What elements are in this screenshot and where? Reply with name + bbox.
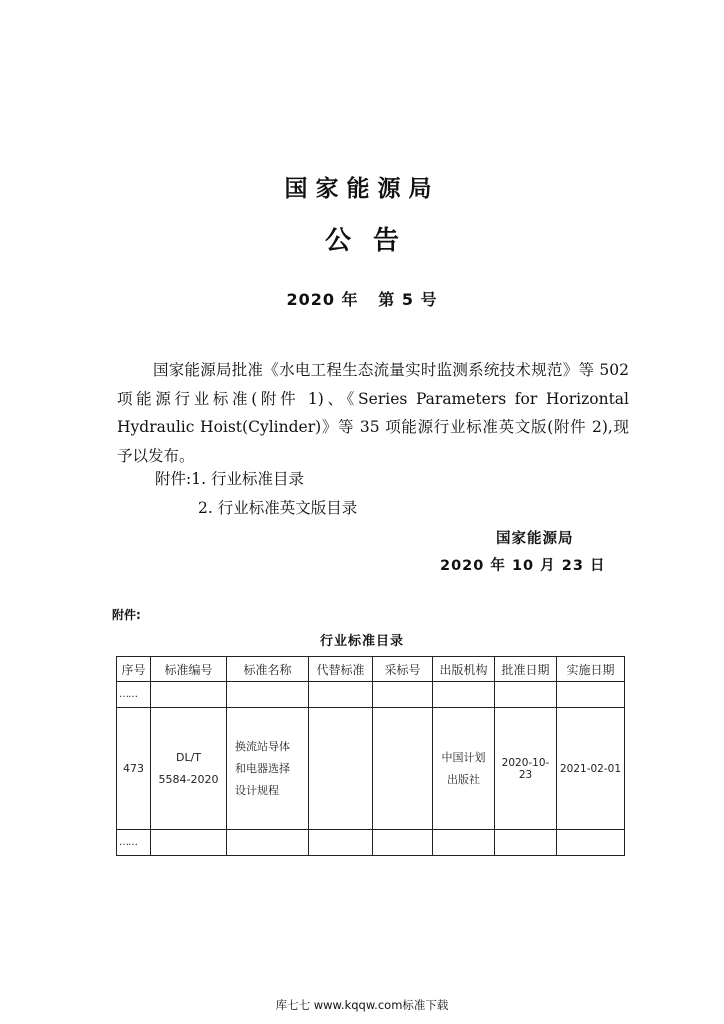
col-header-approved: 批准日期 <box>495 657 557 682</box>
col-header-code: 标准编号 <box>151 657 227 682</box>
name-line: 换流站导体 <box>235 739 290 753</box>
col-header-publisher: 出版机构 <box>433 657 495 682</box>
effective-date-cell: 2021-02-01 <box>557 708 625 830</box>
attachments-label: 附件: <box>155 470 192 488</box>
ellipsis-cell: …… <box>117 682 151 708</box>
col-header-effective: 实施日期 <box>557 657 625 682</box>
agency-title: 国家能源局 <box>284 176 440 202</box>
replaces-cell <box>309 708 373 830</box>
document-number: 2020 年 第 5 号 <box>286 290 438 309</box>
table-row <box>117 830 625 856</box>
table-header-row <box>117 657 625 682</box>
approved-date-cell: 2020-10-23 <box>495 708 557 830</box>
publisher-line: 出版社 <box>447 772 480 786</box>
table-title: 行业标准目录 <box>319 634 404 649</box>
col-header-seq: 序号 <box>117 657 151 682</box>
publisher-line: 中国计划 <box>441 750 486 764</box>
signature-agency: 国家能源局 <box>496 531 574 547</box>
adopted-cell <box>373 708 433 830</box>
col-header-name: 标准名称 <box>227 657 309 682</box>
attachments-list <box>155 465 304 494</box>
standards-table <box>116 656 625 856</box>
signature-date: 2020 年 10 月 23 日 <box>440 558 606 574</box>
attachment-label: 附件: <box>112 608 141 622</box>
code-line: DL/T <box>175 750 202 764</box>
name-cell <box>227 708 309 830</box>
announcement-paragraph: 国家能源局批准《水电工程生态流量实时监测系统技术规范》等 502 项能源行业标准(附件 1)、《Series Parameters for Horizontal Hydraulic Hoist(Cylinder)》等 35 项能源行业标准英文版(附件 2),现予以发布。 <box>117 361 629 465</box>
code-cell <box>151 708 227 830</box>
footer-watermark: 库七七 www.kqqw.com标准下载 <box>275 998 449 1012</box>
code-line: 5584-2020 <box>158 772 219 786</box>
col-header-replaces: 代替标准 <box>309 657 373 682</box>
attachment-item-2: 2. 行业标准英文版目录 <box>198 499 358 517</box>
table-row <box>117 682 625 708</box>
seq-cell: 473 <box>117 708 151 830</box>
name-line: 和电器选择 <box>235 761 290 775</box>
col-header-adopted: 采标号 <box>373 657 433 682</box>
ellipsis-cell: …… <box>117 830 151 856</box>
name-line: 设计规程 <box>235 783 279 797</box>
publisher-cell <box>433 708 495 830</box>
table-row <box>117 708 625 830</box>
attachment-item-1: 1. 行业标准目录 <box>191 470 304 488</box>
document-type: 公告 <box>324 226 421 256</box>
